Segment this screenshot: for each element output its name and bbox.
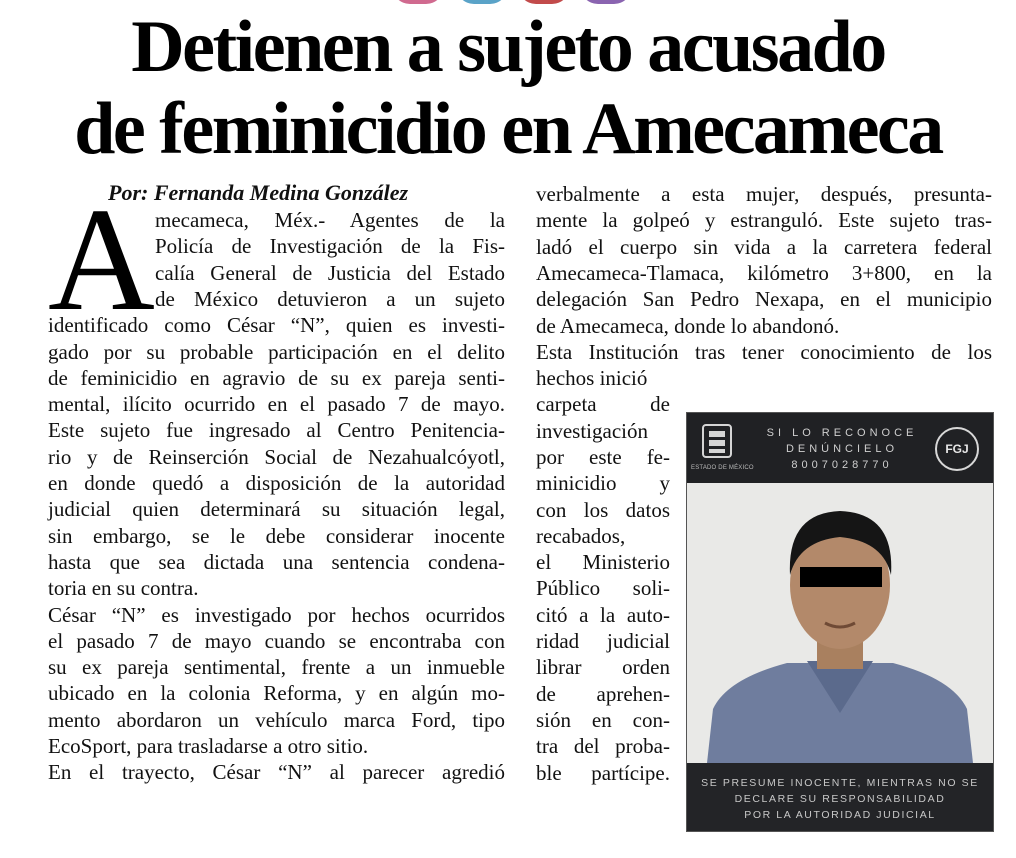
- col1-line: ubicado en la colonia Reforma, y en algún mo-: [48, 681, 505, 706]
- col1-line: el pasado 7 de mayo cuando se encontraba con: [48, 628, 505, 653]
- col1-line: Este sujeto fue ingresado al Centro Penitencia-: [48, 418, 505, 443]
- narrow-line: con los datos: [536, 497, 670, 522]
- seal-label: ESTADO DE MÉXICO: [691, 465, 754, 471]
- state-seal-icon: [699, 423, 735, 463]
- col1-line: calía General de Justicia del Estado: [155, 260, 505, 285]
- col1-line: César “N” es investigado por hechos ocurridos: [48, 602, 505, 627]
- photo-footer-line-2: DECLARE SU RESPONSABILIDAD: [734, 793, 946, 805]
- col2-line: Amecameca-Tlamaca, kilómetro 3+800, en la: [536, 260, 992, 285]
- col1-line: de feminicidio en agravio de su ex pareja senti-: [48, 365, 505, 390]
- narrow-line: hechos inició: [536, 366, 648, 390]
- suspect-portrait-image: [687, 483, 993, 763]
- col1-line: mental, ilícito ocurrido en el pasado 7 de mayo.: [48, 392, 505, 417]
- narrow-line: recabados,: [536, 523, 626, 548]
- photo-header-line-1: SI LO RECONOCE: [766, 427, 918, 439]
- col1-line: mento abordaron un vehículo marca Ford, tipo: [48, 707, 505, 732]
- col1-line: mecameca, Méx.- Agentes de la: [155, 208, 505, 232]
- drop-cap: A: [48, 178, 155, 342]
- col1-line: gado por su probable participación en el delito: [48, 339, 505, 364]
- col1-line: judicial quien determinará su situación legal,: [48, 497, 505, 522]
- col1-line: hasta que sea dictada una sentencia condena-: [48, 549, 505, 574]
- col1-line: sin embargo, se le debe considerar inocente: [48, 523, 505, 548]
- col1-line: su ex pareja sentimental, frente a un inmueble: [48, 655, 505, 680]
- col2-line: de Amecameca, donde lo abandonó.: [536, 313, 840, 338]
- narrow-line: ridad judicial: [536, 629, 670, 653]
- col1-line: toria en su contra.: [48, 576, 199, 601]
- col1-line: en donde quedó a disposición de la autoridad: [48, 471, 505, 495]
- narrow-line: carpeta de: [536, 392, 670, 417]
- col1-line: rio y de Reinserción Social de Nezahualcóyotl,: [48, 444, 505, 469]
- deco-shape-1: [392, 0, 444, 4]
- photo-footer: [687, 763, 993, 831]
- narrow-line: investigación: [536, 418, 648, 443]
- narrow-line: de aprehen-: [536, 681, 670, 706]
- deco-shape-4: [580, 0, 632, 4]
- byline: Por: Fernanda Medina González: [108, 180, 409, 205]
- headline-line-1: Detienen a sujeto acusado: [131, 6, 885, 88]
- col2-line: mente la golpeó y estranguló. Este sujeto tras-: [536, 208, 992, 233]
- narrow-line: minicidio y: [536, 471, 670, 496]
- narrow-line: citó a la auto-: [536, 602, 670, 627]
- col1-line: identificado como César “N”, quien es investi-: [48, 313, 505, 338]
- photo-header: [687, 413, 993, 483]
- narrow-line: por este fe-: [536, 444, 670, 469]
- narrow-line: ble partícipe.: [536, 760, 670, 785]
- narrow-line: librar orden: [536, 655, 670, 680]
- narrow-line: el Ministerio: [536, 550, 670, 575]
- col2-line: delegación San Pedro Nexapa, en el municipio: [536, 287, 992, 312]
- narrow-line: sión en con-: [536, 707, 670, 732]
- col1-line: En el trayecto, César “N” al parecer agredió: [48, 760, 505, 785]
- photo-header-line-3: 8007028770: [791, 459, 893, 471]
- col2-line: verbalmente a esta mujer, después, presunta-: [536, 182, 992, 206]
- fgj-logo: FGJ: [935, 427, 979, 471]
- col2-line: ladó el cuerpo sin vida a la carretera federal: [536, 234, 992, 259]
- col1-line: de México detuvieron a un sujeto: [155, 286, 505, 311]
- col1-line: Policía de Investigación de la Fis-: [155, 234, 505, 259]
- col1-line: EcoSport, para trasladarse a otro sitio.: [48, 734, 369, 758]
- photo-header-line-2: DENÚNCIELO: [785, 443, 899, 455]
- photo-footer-line-3: POR LA AUTORIDAD JUDICIAL: [744, 809, 936, 821]
- col2-line: Esta Institución tras tener conocimiento de los: [536, 339, 992, 364]
- narrow-line: Público soli-: [536, 576, 670, 601]
- narrow-line: tra del proba-: [536, 734, 670, 759]
- deco-shape-2: [456, 0, 508, 4]
- suspect-photo-card: [686, 412, 994, 832]
- deco-shape-3: [518, 0, 570, 4]
- photo-footer-line-1: SE PRESUME INOCENTE, MIENTRAS NO SE: [701, 777, 979, 789]
- headline-line-2: de feminicidio en Amecameca: [74, 88, 942, 170]
